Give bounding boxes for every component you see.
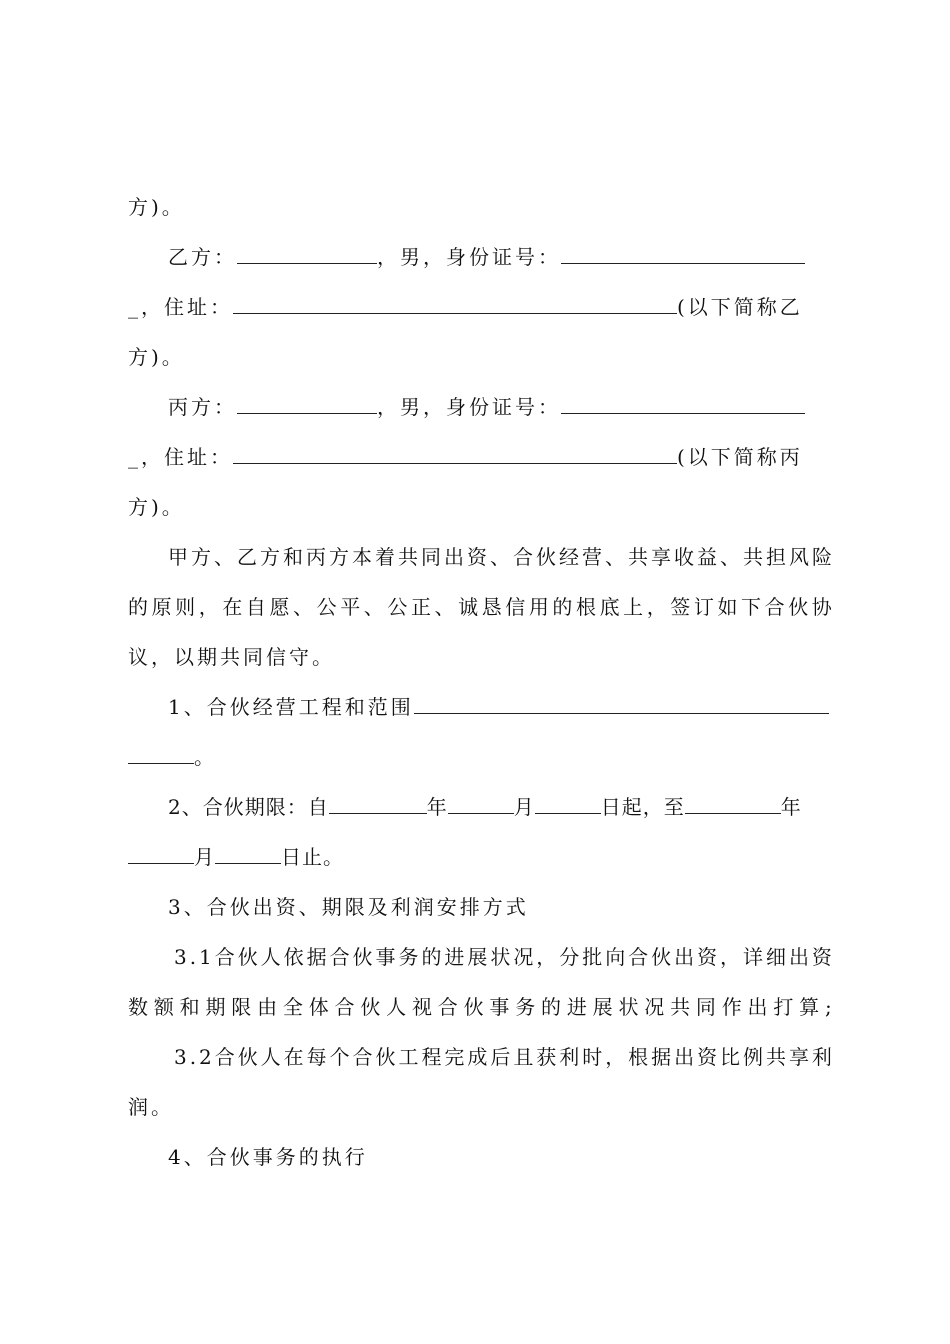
- text-line: _，住址： (以下简称乙: [128, 295, 803, 319]
- text-line: 数 额 和 期 限 由 全 体 合 伙 人 视 合 伙 事 务 的 进 展 状 况 共 同 作 出 打 算 ;: [128, 995, 832, 1019]
- blank-line: [414, 693, 829, 714]
- blank-line: [215, 843, 281, 864]
- blank-line: [685, 793, 781, 814]
- blank-line: [448, 793, 514, 814]
- text-line: 乙方： ，男，身份证号：: [168, 242, 832, 272]
- text-line: 4、合伙事务的执行: [168, 1145, 368, 1169]
- blank-line: [128, 843, 194, 864]
- text-line: 润。: [128, 1095, 174, 1119]
- blank-line: [561, 393, 805, 414]
- blank-line: [237, 393, 377, 414]
- text-line: 甲 方 、 乙 方 和 丙 方 本 着 共 同 出 资 、 合 伙 经 营 、 共 享 收 益 、 共 担 风 险: [168, 545, 832, 569]
- text-line: 方)。: [128, 495, 185, 519]
- blank-line: [233, 443, 677, 464]
- blank-line: [535, 793, 601, 814]
- text-line: 议，以期共同信守。: [128, 645, 335, 669]
- text-line: 月 日止。: [128, 842, 832, 872]
- text-line: 方)。: [128, 195, 185, 219]
- blank-line: [561, 243, 805, 264]
- text-line: 。: [128, 742, 832, 772]
- text-line: 2、合伙期限：自 年 月 日起，至 年: [168, 795, 802, 819]
- text-line: 1、合伙经营工程和范围: [168, 692, 832, 722]
- text-line: 方)。: [128, 345, 185, 369]
- text-line: 3 . 1 合 伙 人 依 据 合 伙 事 务 的 进 展 状 况 ， 分 批 向 合 伙 出 资 ， 详 细 出 资: [174, 945, 832, 969]
- blank-line: [237, 243, 377, 264]
- text-line: 丙方： ，男，身份证号：: [168, 392, 832, 422]
- text-line: _，住址： (以下简称丙: [128, 445, 803, 469]
- blank-line: [128, 743, 194, 764]
- blank-line: [233, 293, 677, 314]
- text-line: 3 . 2 合 伙 人 在 每 个 合 伙 工 程 完 成 后 且 获 利 时 ， 根 据 出 资 比 例 共 享 利: [174, 1045, 832, 1069]
- text-line: 的 原 则 ， 在 自 愿 、 公 平 、 公 正 、 诚 恳 信 用 的 根 底 上 ， 签 订 如 下 合 伙 协: [128, 595, 832, 619]
- blank-line: [329, 793, 427, 814]
- text-line: 3、合伙出资、期限及利润安排方式: [168, 895, 529, 919]
